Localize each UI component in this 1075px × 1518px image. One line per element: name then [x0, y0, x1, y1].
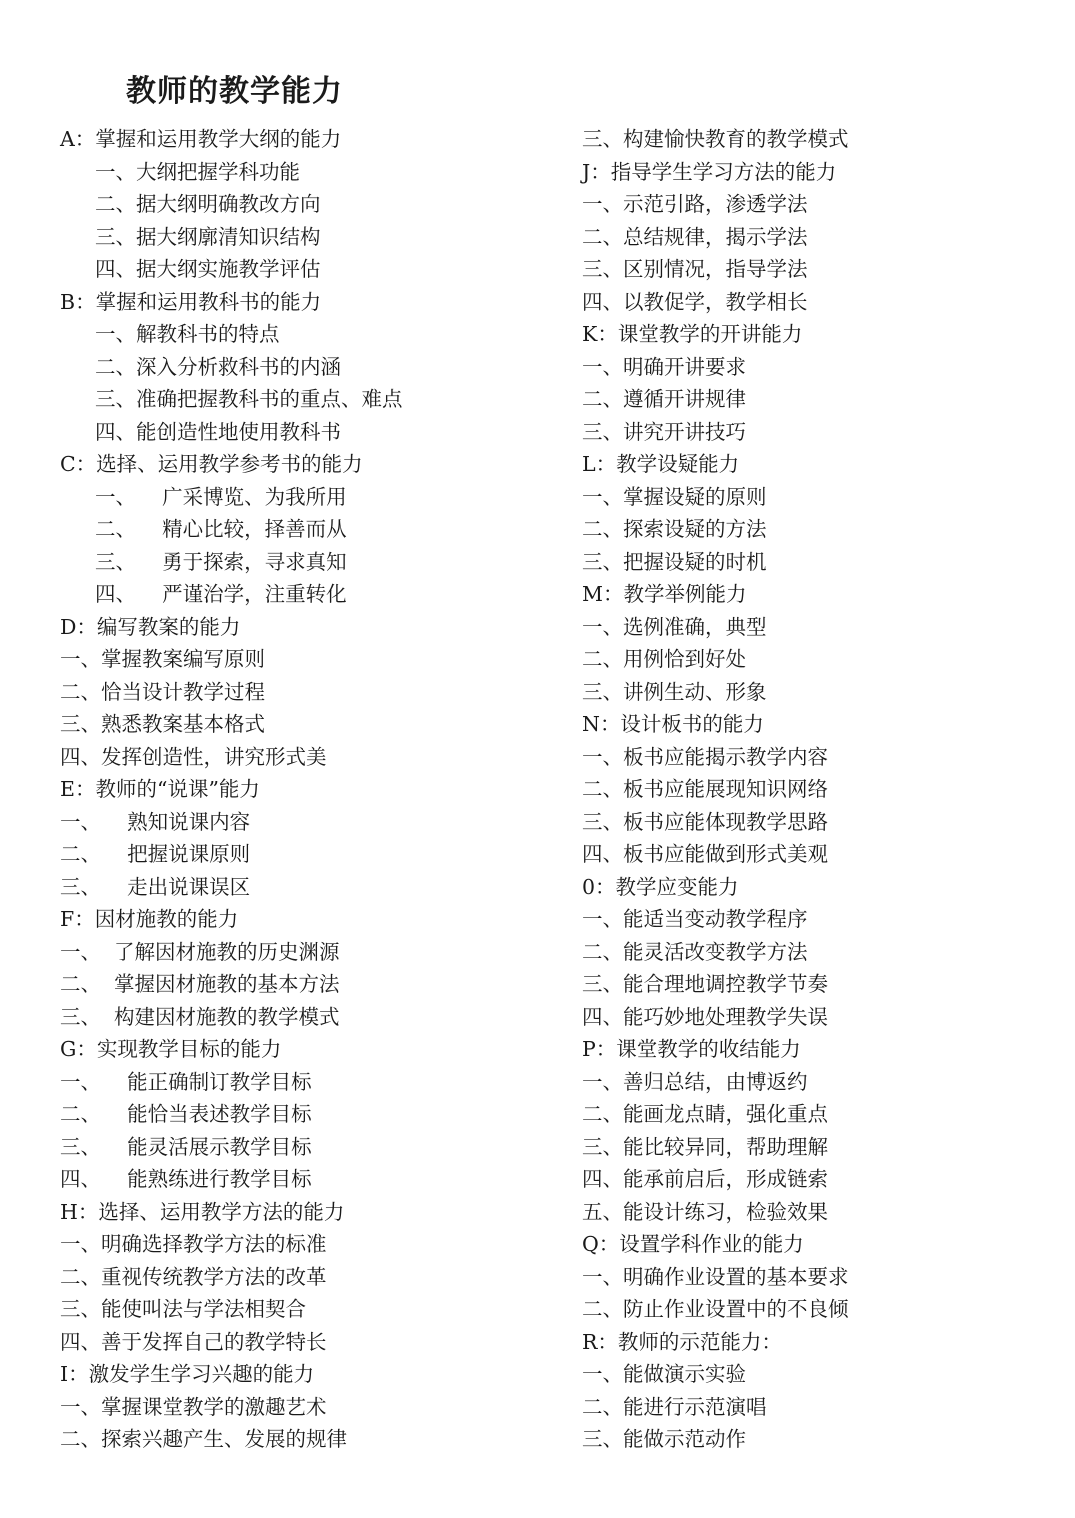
list-item: 一、 了解因材施教的历史渊源	[60, 939, 340, 964]
list-item: 一、明确选择教学方法的标准	[60, 1232, 327, 1256]
list-item: 一、掌握教案编写原则	[60, 647, 265, 671]
list-item: 二、板书应能展现知识网络	[582, 777, 828, 801]
list-item: 三、板书应能体现教学思路	[582, 809, 828, 834]
list-item: 一、 能正确制订教学目标	[60, 1069, 312, 1094]
list-item: A：掌握和运用教学大纲的能力	[60, 127, 342, 151]
list-item: 一、明确开讲要求	[582, 354, 746, 379]
list-item: 三、讲究开讲技巧	[582, 419, 746, 444]
list-item: 一、大纲把握学科功能	[95, 159, 300, 184]
list-item: 四、板书应能做到形式美观	[582, 842, 828, 866]
list-item: D：编写教案的能力	[60, 614, 241, 639]
list-item: 二、 把握说课原则	[60, 842, 251, 866]
list-item: N：设计板书的能力	[582, 712, 764, 736]
list-item: 一、 广采博览、为我所用	[95, 484, 347, 509]
list-item: 二、 精心比较，择善而从	[95, 517, 347, 541]
list-item: 二、遵循开讲规律	[582, 387, 746, 411]
list-item: 三、据大纲廓清知识结构	[95, 224, 321, 249]
list-item: 三、 能灵活展示教学目标	[60, 1134, 312, 1159]
list-item: P：课堂教学的收结能力	[582, 1037, 801, 1061]
list-item: 一、善归总结，由博返约	[582, 1069, 808, 1094]
list-item: 二、据大纲明确教改方向	[95, 192, 321, 216]
list-item: 二、重视传统教学方法的改革	[60, 1264, 327, 1289]
list-item: 二、恰当设计教学过程	[60, 679, 265, 704]
page-title: 教师的教学能力	[126, 74, 343, 109]
list-item: 二、总结规律，揭示学法	[582, 224, 808, 249]
list-item: 三、准确把握教科书的重点、难点	[95, 387, 403, 411]
list-item: Q：设置学科作业的能力	[582, 1232, 804, 1256]
list-item: I：激发学生学习兴趣的能力	[60, 1362, 315, 1386]
list-item: 三、能比较异同，帮助理解	[582, 1134, 828, 1159]
list-item: B：掌握和运用教科书的能力	[60, 289, 322, 314]
list-item: 0：教学应变能力	[582, 874, 739, 899]
list-item: 三、能合理地调控教学节奏	[582, 972, 828, 996]
list-item: 一、板书应能揭示教学内容	[582, 744, 828, 769]
list-item: 三、 构建因材施教的教学模式	[60, 1004, 340, 1029]
list-item: E：教师的“说课”能力	[60, 777, 260, 801]
list-item: 一、能适当变动教学程序	[582, 907, 808, 931]
list-item: 四、能承前启后，形成链索	[582, 1167, 828, 1191]
list-item: 四、能创造性地使用教科书	[95, 419, 341, 444]
list-item: 三、 走出说课误区	[60, 874, 251, 899]
left-column	[60, 123, 403, 1456]
list-item: L：教学设疑能力	[582, 452, 740, 476]
list-item: 一、明确作业设置的基本要求	[582, 1264, 849, 1289]
list-item: 三、讲例生动、形象	[582, 679, 767, 704]
list-item: 三、构建愉快教育的教学模式	[582, 127, 849, 151]
list-item: 一、示范引路，渗透学法	[582, 192, 808, 216]
list-item: 二、能灵活改变教学方法	[582, 939, 808, 964]
list-item: 三、熟悉教案基本格式	[60, 712, 265, 736]
list-item: 二、 能恰当表述教学目标	[60, 1102, 312, 1126]
list-item: 四、 严谨治学，注重转化	[95, 582, 347, 606]
list-item: 二、防止作业设置中的不良倾	[582, 1297, 849, 1321]
list-item: H：选择、运用教学方法的能力	[60, 1199, 345, 1224]
list-item: K：课堂教学的开讲能力	[582, 322, 803, 346]
list-item: 三、能做示范动作	[582, 1427, 746, 1451]
list-item: 四、以教促学，教学相长	[582, 289, 808, 314]
list-item: 三、区别情况，指导学法	[582, 257, 808, 281]
list-item: C：选择、运用教学参考书的能力	[60, 452, 363, 476]
list-item: 三、能使叫法与学法相契合	[60, 1297, 306, 1321]
list-item: 二、深入分析救科书的内涵	[95, 354, 341, 379]
list-item: 五、能设计练习，检验效果	[582, 1199, 828, 1224]
list-item: 四、能巧妙地处理教学失误	[582, 1004, 828, 1029]
list-item: 一、能做演示实验	[582, 1362, 746, 1386]
list-item: J：指导学生学习方法的能力	[582, 159, 837, 184]
list-item: F：因材施教的能力	[60, 907, 239, 931]
list-item: 二、能进行示范演唱	[582, 1394, 767, 1419]
list-item: 一、 熟知说课内容	[60, 809, 251, 834]
list-item: 三、 勇于探索，寻求真知	[95, 549, 347, 574]
list-item: 二、探索兴趣产生、发展的规律	[60, 1427, 347, 1451]
list-item: 一、解教科书的特点	[95, 322, 280, 346]
list-item: 四、 能熟练进行教学目标	[60, 1167, 312, 1191]
list-item: 四、据大纲实施教学评估	[95, 257, 321, 281]
list-item: 一、掌握设疑的原则	[582, 484, 767, 509]
list-item: R：教师的示范能力：	[582, 1329, 782, 1354]
list-item: 四、善于发挥自己的教学特长	[60, 1329, 327, 1354]
list-item: 一、掌握课堂教学的激趣艺术	[60, 1394, 327, 1419]
right-column	[582, 123, 849, 1456]
list-item: M：教学举例能力	[582, 582, 747, 606]
list-item: 四、发挥创造性，讲究形式美	[60, 744, 327, 769]
list-item: 二、 掌握因材施教的基本方法	[60, 972, 340, 996]
list-item: 三、把握设疑的时机	[582, 549, 767, 574]
list-item: 二、探索设疑的方法	[582, 517, 767, 541]
list-item: 一、选例准确，典型	[582, 614, 767, 639]
list-item: 二、用例恰到好处	[582, 647, 746, 671]
list-item: G：实现教学目标的能力	[60, 1037, 282, 1061]
list-item: 二、能画龙点睛，强化重点	[582, 1102, 828, 1126]
